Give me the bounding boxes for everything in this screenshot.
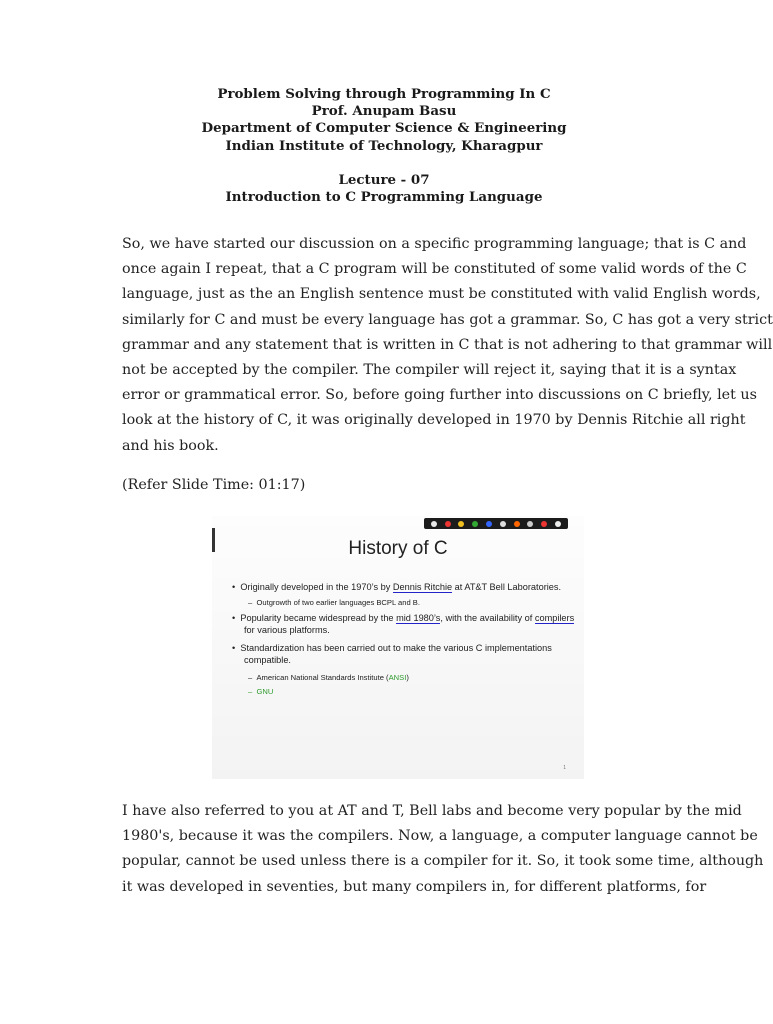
slide-image	[212, 516, 584, 779]
select-tool-icon	[527, 521, 533, 527]
text-line: error or grammatical error. So, before going further into discussions on C briefly, let us	[122, 387, 757, 404]
institute-name: Indian Institute of Technology, Kharagpur	[225, 137, 543, 154]
bullet-text: , with the availability of	[440, 613, 535, 623]
dash-marker: –	[248, 673, 253, 682]
text-line: grammar and any statement that is written in C that is not adhering to that grammar will	[122, 336, 773, 353]
shape-tool-icon	[514, 521, 520, 527]
lecture-number: Lecture - 07	[338, 171, 430, 188]
text-line: look at the history of C, it was originally developed in 1970 by Dennis Ritchie all right	[122, 412, 746, 429]
slide-sub-bullet-gnu	[248, 686, 273, 698]
text-line: and his book.	[122, 437, 219, 454]
dash-marker: –	[248, 598, 253, 607]
document-header	[0, 86, 768, 206]
text-line: I have also referred to you at AT and T, Bell labs and become very popular by the mid	[122, 803, 742, 819]
dash-marker: –	[248, 687, 253, 696]
professor-name: Prof. Anupam Basu	[311, 103, 457, 120]
slide-bullet-1	[232, 582, 561, 594]
slide-page-number: 1	[563, 765, 566, 771]
bullet-text: Originally developed in the 1970’s by	[240, 582, 393, 592]
red-pen-icon	[445, 521, 451, 527]
slide-sub-bullet-ansi	[248, 672, 409, 684]
paragraph-1	[122, 232, 773, 459]
lecture-topic: Introduction to C Programming Language	[225, 189, 543, 206]
ansi-link: ANSI	[388, 673, 407, 682]
annotated-word: compilers	[534, 613, 575, 623]
department-name: Department of Computer Science & Engineering	[201, 120, 567, 137]
green-pen-icon	[472, 521, 478, 527]
annotated-name: Dennis Ritchie	[392, 582, 453, 592]
text-line: popular, cannot be used unless there is a compiler for it. So, it took some time, although	[122, 853, 764, 870]
clear-tool-icon	[541, 521, 547, 527]
slide-bullet-3-line2: compatible.	[244, 655, 291, 665]
gnu-link: GNU	[256, 687, 274, 696]
bullet-marker: •	[232, 613, 236, 623]
sub-bullet-text: )	[406, 673, 409, 682]
bullet-text: Standardization has been carried out to make the various C implementations	[240, 643, 552, 653]
slide-bullet-2-line2: for various platforms.	[244, 625, 330, 635]
text-line: it was developed in seventies, but many compilers in, for different platforms, for	[122, 878, 707, 895]
text-line: similarly for C and must be every language has got a grammar. So, C has got a very strict	[122, 311, 773, 328]
close-tool-icon	[555, 521, 561, 527]
bullet-marker: •	[232, 582, 236, 592]
slide-bullet-3	[232, 643, 552, 655]
slide-title: History of C	[348, 538, 448, 559]
text-line: So, we have started our discussion on a specific programming language; that is C and	[122, 236, 747, 252]
annotated-date: mid 1980’s	[396, 613, 441, 623]
bullet-text: Popularity became widespread by the	[240, 613, 397, 623]
eraser-icon	[500, 521, 506, 527]
refer-slide-time: (Refer Slide Time: 01:17)	[122, 477, 306, 493]
bullet-text: at AT&T Bell Laboratories.	[452, 582, 562, 592]
bullet-marker: •	[232, 643, 236, 653]
slide-bullet-2	[232, 613, 574, 625]
slide-sub-bullet-1	[248, 597, 420, 609]
text-line: once again I repeat, that a C program will be constituted of some valid words of the C	[122, 261, 747, 278]
sub-bullet-text: American National Standards Institute (	[256, 673, 389, 682]
text-line: language, just as the an English sentence must be constituted with valid English words,	[122, 286, 761, 303]
blue-pen-icon	[486, 521, 492, 527]
paragraph-2	[122, 799, 764, 900]
annotation-toolbar	[424, 518, 568, 529]
pen-tool-icon	[431, 521, 437, 527]
text-line: 1980's, because it was the compilers. Now, a language, a computer language cannot be	[122, 828, 758, 845]
text-line: not be accepted by the compiler. The compiler will reject it, saying that it is a syntax	[122, 362, 737, 379]
sub-bullet-text: Outgrowth of two earlier languages BCPL and B.	[256, 598, 420, 607]
highlighter-icon	[458, 521, 464, 527]
course-title: Problem Solving through Programming In C	[217, 86, 551, 102]
